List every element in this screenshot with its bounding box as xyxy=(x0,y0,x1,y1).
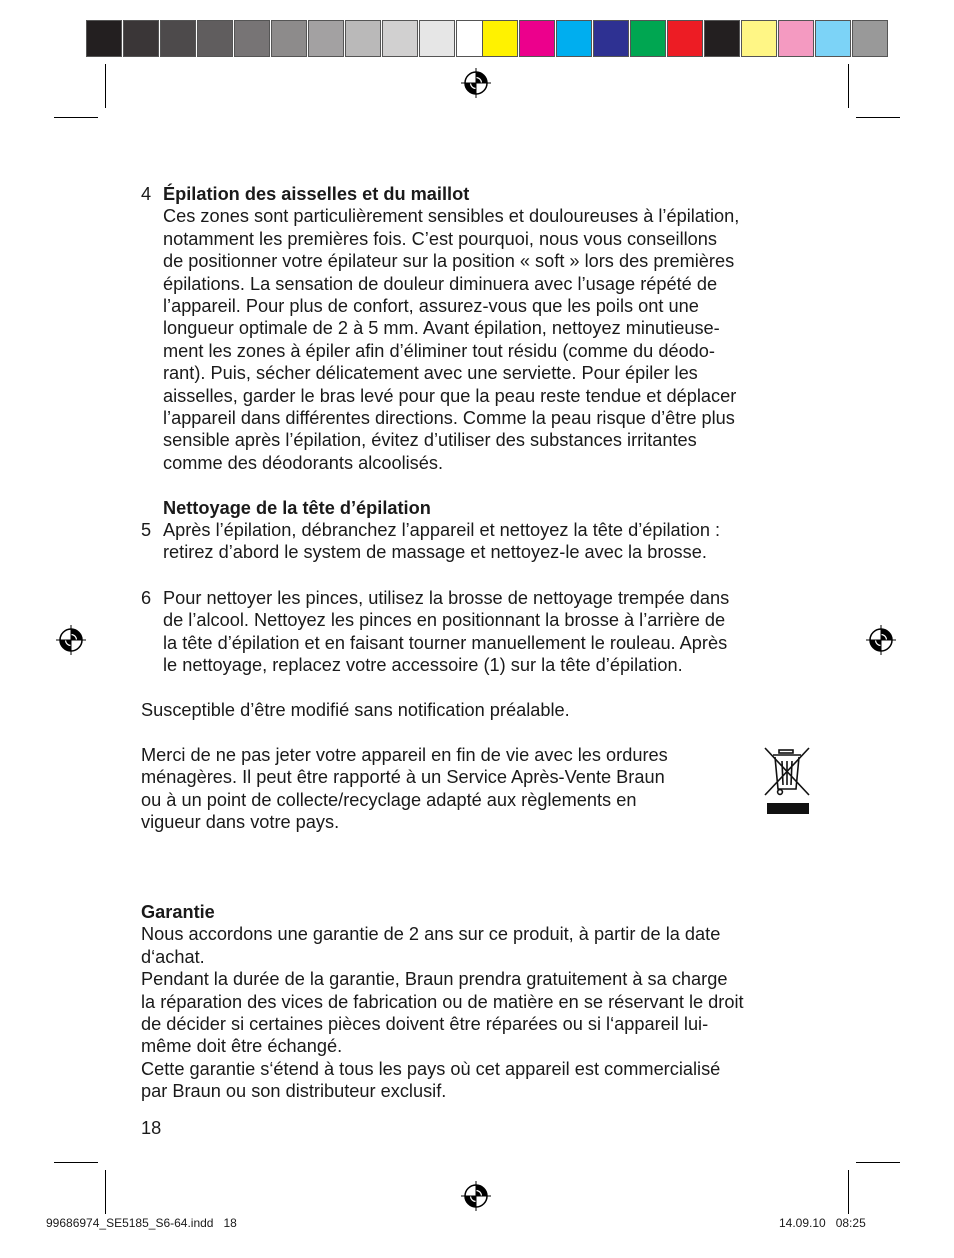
color-swatch xyxy=(704,20,740,57)
warranty-title: Garantie xyxy=(141,902,215,922)
text-line: de l’alcool. Nettoyez les pinces en positionnant la brosse à l’arrière de xyxy=(163,610,726,631)
text-line: sensible après l’épilation, évitez d’utiliser des substances irritantes xyxy=(163,430,697,451)
text-line: de décider si certaines pièces doivent être réparées ou si l‘appareil lui- xyxy=(141,1014,709,1035)
crop-mark xyxy=(856,1162,900,1163)
weee-crossed-bin-icon xyxy=(762,745,814,817)
color-swatch xyxy=(419,20,455,57)
text-line: rant). Puis, sécher délicatement avec une serviette. Pour épiler les xyxy=(163,363,698,384)
text-line: comme des déodorants alcoolisés. xyxy=(163,452,444,473)
text-line: Merci de ne pas jeter votre appareil en fin de vie avec les ordures xyxy=(141,745,668,765)
text-line: Cette garantie s‘étend à tous les pays où cet appareil est commercialisé xyxy=(141,1058,721,1079)
text-line: le nettoyage, replacez votre accessoire (1) sur la tête d’épilation. xyxy=(163,655,683,676)
section-title: Épilation des aisselles et du maillot xyxy=(163,184,470,204)
text-line: Après l’épilation, débranchez l’appareil et nettoyez la tête d’épilation : xyxy=(163,520,721,540)
color-swatch xyxy=(593,20,629,57)
slug-file-info: 99686974_SE5185_S6-64.indd 18 xyxy=(46,1216,237,1230)
text-line: Ces zones sont particulièrement sensibles et douloureuses à l’épilation, xyxy=(163,206,740,227)
crop-mark xyxy=(848,64,849,108)
cleaning-title: Nettoyage de la tête d’épilation xyxy=(163,498,431,518)
text-line: l’appareil dans différentes directions. Comme la peau risque d’être plus xyxy=(163,408,735,429)
text-line: notamment les premières fois. C’est pourquoi, nous vous conseillons xyxy=(163,228,717,249)
slug-date-time: 14.09.10 08:25 xyxy=(779,1216,866,1230)
text-line: de positionner votre épilateur sur la position « soft » lors des premières xyxy=(163,251,735,272)
section-5 xyxy=(141,519,821,564)
text-line: même doit être échangé. xyxy=(141,1036,343,1057)
color-swatch xyxy=(852,20,888,57)
color-swatch xyxy=(345,20,381,57)
crop-mark xyxy=(54,117,98,118)
crop-mark xyxy=(856,117,900,118)
color-swatch xyxy=(778,20,814,57)
text-line: l’appareil. Pour plus de confort, assurez-vous que les poils ont une xyxy=(163,296,699,317)
item-number: 4 xyxy=(141,184,152,204)
text-line: ment les zones à épiler afin d’éliminer tout résidu (comme du déodo- xyxy=(163,340,715,361)
registration-mark-icon xyxy=(461,1181,491,1211)
color-swatch xyxy=(556,20,592,57)
color-swatch xyxy=(741,20,777,57)
text-line: épilations. La sensation de douleur diminuera avec l’usage répété de xyxy=(163,273,718,294)
section-6 xyxy=(141,587,821,677)
color-swatch xyxy=(160,20,196,57)
color-swatch xyxy=(308,20,344,57)
registration-mark-icon xyxy=(56,625,86,655)
text-line: vigueur dans votre pays. xyxy=(141,812,340,833)
color-swatch xyxy=(271,20,307,57)
crop-mark xyxy=(54,1162,98,1163)
item-number: 6 xyxy=(141,588,152,608)
modification-notice: Susceptible d’être modifié sans notification préalable. xyxy=(141,700,570,720)
crop-mark xyxy=(105,64,106,108)
warranty-section xyxy=(141,901,831,1103)
page-number: 18 xyxy=(141,1118,162,1138)
registration-mark-icon xyxy=(461,68,491,98)
color-swatch xyxy=(382,20,418,57)
text-line: la réparation des vices de fabrication ou de matière en se réservant le droit xyxy=(141,991,744,1012)
color-swatch xyxy=(519,20,555,57)
disposal-paragraph xyxy=(141,744,741,834)
text-line: retirez d’abord le system de massage et nettoyez-le avec la brosse. xyxy=(163,542,707,563)
color-swatch xyxy=(482,20,518,57)
color-swatch xyxy=(667,20,703,57)
text-line: ménagères. Il peut être rapporté à un Service Après-Vente Braun xyxy=(141,767,665,788)
section-4 xyxy=(141,183,821,474)
grayscale-control-strip xyxy=(86,20,493,57)
text-line: d‘achat. xyxy=(141,946,205,967)
text-line: Nous accordons une garantie de 2 ans sur ce produit, à partir de la date xyxy=(141,924,721,945)
color-swatch xyxy=(630,20,666,57)
text-line: Pendant la durée de la garantie, Braun prendra gratuitement à sa charge xyxy=(141,969,728,990)
crop-mark xyxy=(105,1170,106,1214)
color-control-strip xyxy=(482,20,889,57)
text-line: Pour nettoyer les pinces, utilisez la brosse de nettoyage trempée dans xyxy=(163,588,730,608)
registration-mark-icon xyxy=(866,625,896,655)
text-line: par Braun ou son distributeur exclusif. xyxy=(141,1081,447,1102)
color-swatch xyxy=(123,20,159,57)
color-swatch xyxy=(86,20,122,57)
text-line: aisselles, garder le bras levé pour que la peau reste tendue et déplacer xyxy=(163,385,737,406)
text-line: ou à un point de collecte/recyclage adapté aux règlements en xyxy=(141,789,637,810)
text-line: la tête d’épilation et en faisant tourner manuellement le rouleau. Après xyxy=(163,632,728,653)
crop-mark xyxy=(848,1170,849,1214)
color-swatch xyxy=(815,20,851,57)
color-swatch xyxy=(197,20,233,57)
text-line: longueur optimale de 2 à 5 mm. Avant épilation, nettoyez minutieuse- xyxy=(163,318,720,339)
item-number: 5 xyxy=(141,520,152,540)
color-swatch xyxy=(234,20,270,57)
